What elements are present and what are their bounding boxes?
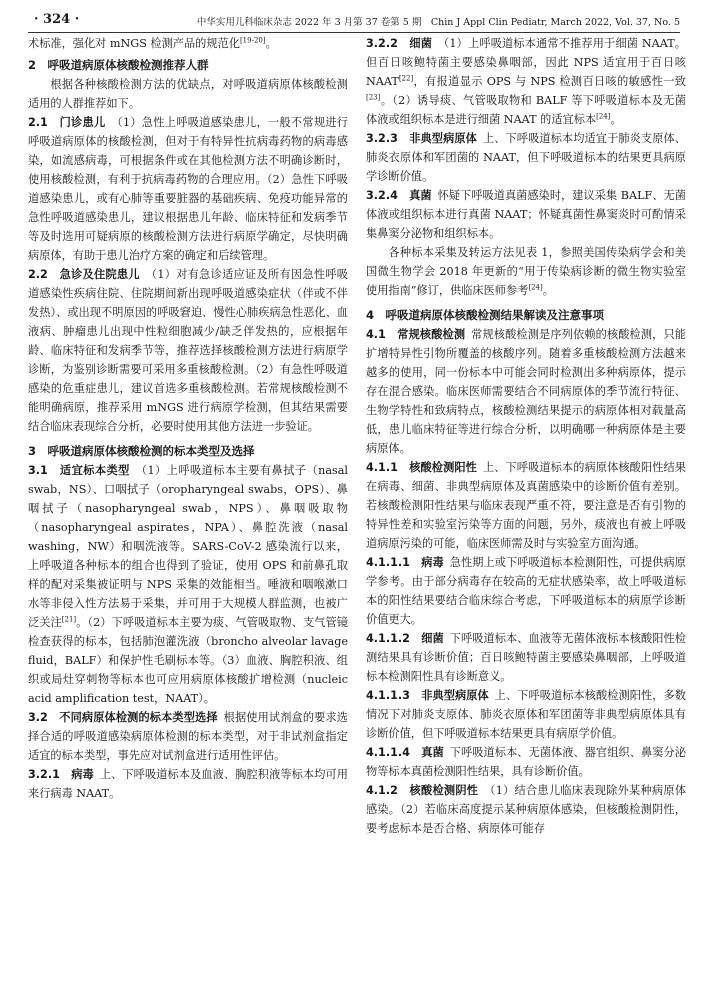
subsection-heading: 4.1 常规核酸检测	[366, 328, 466, 341]
citation: [19-20]	[239, 36, 266, 45]
paragraph: 各种标本采集及转运方法见表 1，参照美国传染病学会和美国微生物学会 2018 年更新的“用于传染病诊断的微生物实验室使用指南”修订，供临床医师参考[24]。	[366, 246, 686, 297]
paragraph: 根据各种核酸检测方法的优缺点，对呼吸道病原体核酸检测适用的人群推荐如下。	[28, 78, 348, 110]
running-header	[28, 8, 680, 33]
journal-citation: 中华实用儿科临床杂志 2022 年 3 月第 37 卷第 5 期 Chin J Appl Clin Pediatr, March 2022, Vol. 37, No. 5	[196, 17, 680, 28]
citation: [21]	[61, 615, 77, 624]
right-column	[366, 34, 686, 838]
section-heading: 3 呼吸道病原体核酸检测的标本类型及选择	[28, 444, 255, 458]
paragraph: 2.1 门诊患儿 （1）急性上呼吸道感染患儿，一般不常规进行呼吸道病原体的核酸检测，但对于有特异性抗病毒药物的病毒感染，如流感病毒，可根据条件或在其他检测方法不明确诊断时，使用核酸检测，有利于抗病毒药物的合理应用。（2）急性下呼吸道感染患儿，或有心肺等重要脏器的基础疾病、免疫功能异常的急性呼吸道感染患儿，建议根据患儿年龄、临床特征和发病季节等及时选用可疑病原的核酸检测方法进行病原学确定，尽快明确病原体，有助于患儿治疗方案的确定和后续管理。	[28, 116, 348, 262]
paragraph: 4.1 常规核酸检测 常规核酸检测是序列依赖的核酸检测，只能扩增特异性引物所覆盖的核酸序列。随着多重核酸检测方法越来越多的使用，同一份标本中可能会同时检测出多种病原体，提示存在混合感染。临床医师需要结合不同病原体的季节流行特征、生物学特性和致病特点，核酸检测结果提示的病原体相对载量高低，患儿临床特征等进行综合分析，以明确哪一种病原体是主要病原体。	[366, 328, 686, 455]
paragraph: 4.1.1.1 病毒 急性期上或下呼吸道标本检测阳性，可提供病原学参考。由于部分病毒存在较高的无症状感染率，故上呼吸道标本的阳性结果要结合临床综合考虑，下呼吸道标本的病原学诊断价值更大。	[366, 556, 686, 626]
subsection-heading: 4.1.1.1 病毒	[366, 556, 444, 569]
paragraph: 3.2.4 真菌 怀疑下呼吸道真菌感染时，建议采集 BALF、无菌体液或组织标本进行真菌 NAAT；怀疑真菌性鼻窦炎时可酌情采集鼻窦分泌物和组织标本。	[366, 189, 686, 240]
section-heading: 4 呼吸道病原体核酸检测结果解读及注意事项	[366, 308, 604, 322]
paragraph: 3.2.1 病毒 上、下呼吸道标本及血液、胸腔积液等标本均可用来行病毒 NAAT。	[28, 768, 348, 800]
subsection-heading: 3.2.4 真菌	[366, 189, 432, 202]
citation: [23]	[366, 93, 381, 102]
paragraph: 4.1.1 核酸检测阳性 上、下呼吸道标本的病原体核酸阳性结果在病毒、细菌、非典型病原体及真菌感染中的诊断价值有差别。若核酸检测阳性结果与临床表现严重不符，要注意是否有引物的特异性差和实验室污染等方面的问题，另外，痰液也有被上呼吸道病原污染的可能，临床医师需及时与实验室方面沟通。	[366, 461, 686, 550]
page-number: · 324 ·	[34, 12, 80, 27]
paragraph: 术标准，强化对 mNGS 检测产品的规范化[19-20]。	[28, 36, 277, 50]
paragraph: 3.2 不同病原体检测的标本类型选择 根据使用试剂盒的要求选择合适的呼吸道感染病原体检测的标本类型，对于非试剂盒指定适宜的标本类型，事先应对试剂盒进行适用性评估。	[28, 711, 348, 762]
left-column	[28, 34, 348, 803]
paragraph: 3.2.3 非典型病原体 上、下呼吸道标本均适宜于肺炎支原体、肺炎衣原体和军团菌的 NAAT，但下呼吸道标本的结果更具病原学诊断价值。	[366, 132, 686, 183]
subsection-heading: 2.1 门诊患儿	[28, 116, 106, 129]
paragraph: 2.2 急诊及住院患儿 （1）对有急诊适应证及所有因急性呼吸道感染性疾病住院、住院期间新出现呼吸道感染症状（伴或不伴发热）、或出现不明原因的呼吸窘迫、慢性心肺疾病急性恶化、血液病、肿瘤患儿出现中性粒细胞减少/缺乏伴发热的，应根据年龄、临床特征和发病季节等，推荐选择核酸检测方法进行病原学诊断，为鉴别诊断需要可采用多重核酸检测。（2）有急性呼吸道感染的危重症患儿，建议首选多重核酸检测。若常规核酸检测不能明确病原，推荐采用 mNGS 进行病原学检测，但其结果需要结合临床表现综合分析，必要时使用其他方法进一步验证。	[28, 268, 348, 433]
subsection-heading: 4.1.1.3 非典型病原体	[366, 689, 489, 702]
citation: [22]	[398, 74, 414, 83]
paragraph: 4.1.1.4 真菌 下呼吸道标本、无菌体液、器官组织、鼻窦分泌物等标本真菌检测阳性结果，具有诊断价值。	[366, 746, 686, 778]
paragraph: 3.1 适宜标本类型 （1）上呼吸道标本主要有鼻拭子（nasal swab，NS）、口咽拭子（oropharyngeal swabs，OPS）、鼻咽拭子（nasopharyngeal swab，NPS）、鼻咽吸取物（nasopharyngeal aspirates，NPA）、鼻腔洗液（nasal washing，NW）和咽洗液等。SARS-CoV-2 感染流行以来，上呼吸道各种标本的组合也得到了验证，使用 OPS 和前鼻孔取样的配对采集被证明与 NPS 采集的效能相当。唾液和咽喉漱口水等非侵入性方法易于采集，并可用于大规模人群监测，也被广泛关注[21]。（2）下呼吸道标本主要为痰、气管吸取物、支气管镜检查获得的标本，包括肺泡灌洗液（broncho alveolar lavage fluid，BALF）和保护性毛刷标本等。（3）血液、胸腔积液、组织或局灶穿刺物等标本也可应用病原体核酸扩增检测（nucleic acid amplification test，NAAT）。	[28, 464, 348, 705]
subsection-heading: 2.2 急诊及住院患儿	[28, 268, 140, 281]
subsection-heading: 4.1.1.4 真菌	[366, 746, 444, 759]
section-heading: 2 呼吸道病原体核酸检测推荐人群	[28, 58, 209, 72]
subsection-heading: 4.1.1.2 细菌	[366, 632, 444, 645]
citation: [24]	[528, 283, 543, 292]
paragraph: 4.1.2 核酸检测阴性 （1）结合患儿临床表现除外某种病原体感染。（2）若临床高度提示某种病原体感染，但核酸检测阴性，要考虑标本是否合格、病原体可能存	[366, 784, 687, 835]
paragraph: 3.2.2 细菌 （1）上呼吸道标本通常不推荐用于细菌 NAAT。但百日咳鲍特菌主要感染鼻咽部，因此 NPS 适宜用于百日咳 NAAT[22]，有报道显示 OPS 与 NPS 检测百日咳的敏感性一致[23]。（2）诱导痰、气管吸取物和 BALF 等下呼吸道标本及无菌体液或组织标本是进行细菌 NAAT 的适宜标本[24]。	[366, 37, 686, 126]
subsection-heading: 3.2.2 细菌	[366, 37, 433, 50]
subsection-heading: 4.1.2 核酸检测阴性	[366, 784, 479, 797]
paragraph: 4.1.1.3 非典型病原体 上、下呼吸道标本核酸检测阳性，多数情况下对肺炎支原体、肺炎衣原体和军团菌等非典型病原体具有诊断价值，但下呼吸道标本结果更具有病原学价值。	[366, 689, 686, 740]
subsection-heading: 3.2.1 病毒	[28, 768, 94, 781]
subsection-heading: 3.1 适宜标本类型	[28, 464, 130, 477]
subsection-heading: 3.2 不同病原体检测的标本类型选择	[28, 711, 218, 724]
subsection-heading: 4.1.1 核酸检测阳性	[366, 461, 477, 474]
citation: [24]	[596, 112, 611, 121]
paragraph: 4.1.1.2 细菌 下呼吸道标本、血液等无菌体液标本核酸阳性检测结果具有诊断价值；百日咳鲍特菌主要感染鼻咽部，上呼吸道标本检测阳性具有诊断意义。	[366, 632, 686, 683]
subsection-heading: 3.2.3 非典型病原体	[366, 132, 477, 145]
